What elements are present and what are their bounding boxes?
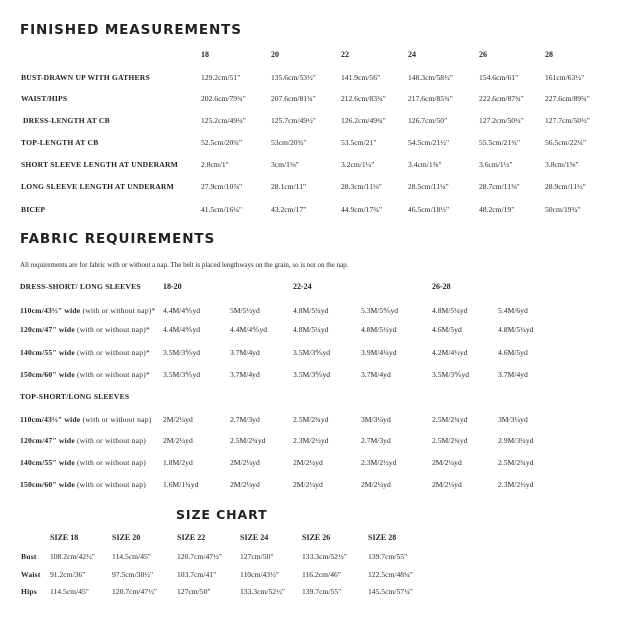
fabric-value: 4.8M/5¼yd [293, 325, 329, 334]
fabric-value: 2.5M/2¾yd [432, 436, 468, 445]
size-chart-value: 103.7cm/41" [177, 570, 217, 579]
measurement-label: LONG SLEEVE LENGTH AT UNDERARM [21, 182, 174, 191]
size-chart-header: SIZE 22 [177, 533, 206, 542]
measurement-value: 28.5cm/11¼" [408, 182, 449, 191]
fabric-value: 2M/2¼yd [432, 458, 462, 467]
size-chart-row-label: Waist [21, 570, 41, 579]
measurement-value: 207.6cm/81¾" [271, 94, 316, 103]
measurement-value: 227.6cm/89¾" [545, 94, 590, 103]
size-chart-value: 97.5cm/38½" [112, 570, 154, 579]
measurement-value: 28.3cm/11⅛" [341, 182, 382, 191]
measurement-value: 127.7cm/50½" [545, 116, 590, 125]
fabric-value: 4.8M/5¼yd [293, 306, 329, 315]
fabric-value: 2M/2¼yd [163, 436, 193, 445]
fabric-width-label: 120cm/47" wide (with or without nap) [20, 436, 146, 445]
finished-size-header: 18 [201, 50, 209, 59]
size-chart-value: 116.2cm/46" [302, 570, 341, 579]
size-chart-row-label: Bust [21, 552, 37, 561]
fabric-value: 4.2M/4½yd [432, 348, 468, 357]
size-chart-header: SIZE 18 [50, 533, 79, 542]
measurement-value: 129.2cm/51" [201, 73, 241, 82]
measurement-value: 28.9cm/11½" [545, 182, 586, 191]
measurement-value: 141.9cm/56" [341, 73, 381, 82]
fabric-size-header: 22-24 [293, 282, 312, 291]
fabric-value: 2.3M/2½yd [498, 480, 534, 489]
measurement-value: 28.7cm/11⅜" [479, 182, 520, 191]
size-chart-header: SIZE 28 [368, 533, 397, 542]
size-chart-value: 127cm/50" [177, 587, 211, 596]
fabric-value: 3.9M/4¼yd [361, 348, 397, 357]
fabric-value: 3M/3¼yd [498, 415, 528, 424]
fabric-value: 2.5M/2¾yd [432, 415, 468, 424]
measurement-value: 126.7cm/50" [408, 116, 448, 125]
fabric-width-label: 140cm/55" wide (with or without nap)* [20, 348, 150, 357]
measurement-label: BUST-DRAWN UP WITH GATHERS [21, 73, 150, 82]
size-chart-title: SIZE CHART [176, 507, 268, 522]
size-chart-header: SIZE 24 [240, 533, 269, 542]
fabric-value: 4.4M/4⅘yd [163, 325, 201, 334]
fabric-value: 3.5M/3⅘yd [293, 348, 331, 357]
fabric-value: 2M/2¼yd [230, 480, 260, 489]
size-chart-value: 133.3cm/52½" [302, 552, 347, 561]
fabric-value: 2.7M/3yd [361, 436, 391, 445]
size-chart-value: 122.5cm/48¼" [368, 570, 413, 579]
top-group-label: TOP-SHORT/LONG SLEEVES [20, 392, 130, 401]
fabric-value: 3.7M/4yd [498, 370, 528, 379]
measurement-label: SHORT SLEEVE LENGTH AT UNDERARM [21, 160, 178, 169]
finished-measurements-title: FINISHED MEASUREMENTS [20, 22, 242, 38]
fabric-value: 3.5M/3⅘yd [163, 370, 201, 379]
size-chart-value: 145.5cm/57¼" [368, 587, 413, 596]
fabric-value: 2.3M/2½yd [293, 436, 329, 445]
fabric-value: 2M/2¼yd [361, 480, 391, 489]
measurement-value: 54.5cm/21½" [408, 138, 450, 147]
fabric-width-label: 110cm/43½" wide (with or without nap)* [20, 306, 156, 315]
fabric-width-label: 120cm/47" wide (with or without nap)* [20, 325, 150, 334]
measurement-value: 52.5cm/20¾" [201, 138, 243, 147]
measurement-value: 3.4cm/1⅜" [408, 160, 442, 169]
measurement-value: 56.5cm/22¼" [545, 138, 587, 147]
fabric-size-header: 18-20 [163, 282, 182, 291]
fabric-value: 3.5M/3⅘yd [163, 348, 201, 357]
measurement-value: 43.2cm/17" [271, 205, 307, 214]
measurement-label: DRESS-LENGTH AT CB [23, 116, 110, 125]
size-chart-value: 139.7cm/55" [302, 587, 342, 596]
size-chart-value: 139.7cm/55" [368, 552, 408, 561]
fabric-value: 2M/2¼yd [163, 415, 193, 424]
measurement-value: 28.1cm/11" [271, 182, 307, 191]
measurement-label: TOP-LENGTH AT CB [21, 138, 99, 147]
fabric-value: 2.7M/3yd [230, 415, 260, 424]
size-chart-value: 91.2cm/36" [50, 570, 86, 579]
measurement-value: 27.9cm/10⅞" [201, 182, 243, 191]
finished-size-header: 28 [545, 50, 553, 59]
fabric-value: 2.5M/2¾yd [230, 436, 266, 445]
fabric-value: 2M/2¼yd [230, 458, 260, 467]
measurement-label: WAIST/HIPS [21, 94, 68, 103]
size-chart-value: 127cm/50" [240, 552, 274, 561]
fabric-value: 3.7M/4yd [230, 370, 260, 379]
measurement-value: 202.6cm/79¾" [201, 94, 246, 103]
fabric-value: 5.3M/5⅘yd [361, 306, 399, 315]
dress-group-label: DRESS-SHORT/ LONG SLEEVES [20, 282, 141, 291]
fabric-value: 2M/2¼yd [293, 480, 323, 489]
fabric-value: 5.4M/6yd [498, 306, 528, 315]
measurement-value: 3.6cm/1½" [479, 160, 513, 169]
fabric-value: 1.6M/1¾yd [163, 480, 199, 489]
fabric-size-header: 26-28 [432, 282, 451, 291]
measurement-value: 148.3cm/58½" [408, 73, 453, 82]
measurement-value: 3cm/1⅛" [271, 160, 299, 169]
finished-size-header: 20 [271, 50, 279, 59]
fabric-value: 3.7M/4yd [361, 370, 391, 379]
measurement-value: 161cm/63½" [545, 73, 585, 82]
fabric-value: 4.8M/5¼yd [432, 306, 468, 315]
measurement-value: 125.2cm/49¼" [201, 116, 246, 125]
size-chart-row-label: Hips [21, 587, 37, 596]
fabric-value: 4.6M/5yd [498, 348, 528, 357]
measurement-value: 126.2cm/49¾" [341, 116, 386, 125]
fabric-value: 4.6M/5yd [432, 325, 462, 334]
measurement-value: 125.7cm/49½" [271, 116, 316, 125]
measurement-value: 217.6cm/85¾" [408, 94, 453, 103]
fabric-requirements-title: FABRIC REQUIREMENTS [20, 231, 216, 247]
measurement-value: 127.2cm/50¼" [479, 116, 524, 125]
fabric-width-label: 150cm/60" wide (with or without nap) [20, 480, 146, 489]
fabric-width-label: 140cm/55" wide (with or without nap) [20, 458, 146, 467]
fabric-value: 1.8M/2yd [163, 458, 193, 467]
fabric-note: All requirements are for fabric with or without a nap. The belt is placed lengthways on the grain, so is not on the nap. [20, 261, 349, 269]
measurement-value: 154.6cm/61" [479, 73, 519, 82]
fabric-value: 2.9M/3¼yd [498, 436, 534, 445]
size-chart-header: SIZE 20 [112, 533, 141, 542]
measurement-value: 44.9cm/17¾" [341, 205, 383, 214]
measurement-value: 3.8cm/1⅝" [545, 160, 579, 169]
measurement-value: 41.5cm/16¼" [201, 205, 243, 214]
size-chart-value: 108.2cm/42½" [50, 552, 95, 561]
measurement-value: 2.8cm/1" [201, 160, 229, 169]
fabric-value: 2M/2¼yd [432, 480, 462, 489]
measurement-value: 135.6cm/53½" [271, 73, 316, 82]
measurement-value: 53.5cm/21" [341, 138, 377, 147]
size-chart-value: 120.7cm/47½" [177, 552, 222, 561]
fabric-value: 2M/2¼yd [293, 458, 323, 467]
measurement-value: 55.5cm/21¾" [479, 138, 521, 147]
finished-size-header: 26 [479, 50, 487, 59]
fabric-value: 2.3M/2½yd [361, 458, 397, 467]
measurement-label: BICEP [21, 205, 46, 214]
fabric-value: 3.5M/3⅘yd [293, 370, 331, 379]
fabric-value: 5M/5½yd [230, 306, 260, 315]
fabric-value: 4.8M/5¼yd [361, 325, 397, 334]
finished-size-header: 22 [341, 50, 349, 59]
size-chart-value: 114.5cm/45" [50, 587, 89, 596]
size-chart-value: 110cm/43½" [240, 570, 279, 579]
measurement-value: 53cm/20¾" [271, 138, 307, 147]
fabric-value: 4.4M/4⅘yd [163, 306, 201, 315]
fabric-width-label: 150cm/60" wide (with or without nap)* [20, 370, 150, 379]
measurement-value: 3.2cm/1¼" [341, 160, 375, 169]
measurement-value: 46.5cm/18½" [408, 205, 450, 214]
fabric-width-label: 110cm/43½" wide (with or without nap) [20, 415, 152, 424]
fabric-value: 2.5M/2¾yd [293, 415, 329, 424]
fabric-value: 4.4M/4⅘yd [230, 325, 268, 334]
finished-size-header: 24 [408, 50, 416, 59]
size-chart-value: 120.7cm/47½" [112, 587, 157, 596]
size-chart-value: 133.3cm/52½" [240, 587, 285, 596]
measurement-value: 222.6cm/87¾" [479, 94, 524, 103]
measurement-value: 212.6cm/83¾" [341, 94, 386, 103]
fabric-value: 3M/3¼yd [361, 415, 391, 424]
fabric-value: 4.8M/5¼yd [498, 325, 534, 334]
size-chart-header: SIZE 26 [302, 533, 331, 542]
fabric-value: 3.5M/3⅘yd [432, 370, 470, 379]
size-chart-value: 114.5cm/45" [112, 552, 151, 561]
fabric-value: 2.5M/2¾yd [498, 458, 534, 467]
measurement-value: 50cm/19¾" [545, 205, 581, 214]
fabric-value: 3.7M/4yd [230, 348, 260, 357]
measurement-value: 48.2cm/19" [479, 205, 515, 214]
